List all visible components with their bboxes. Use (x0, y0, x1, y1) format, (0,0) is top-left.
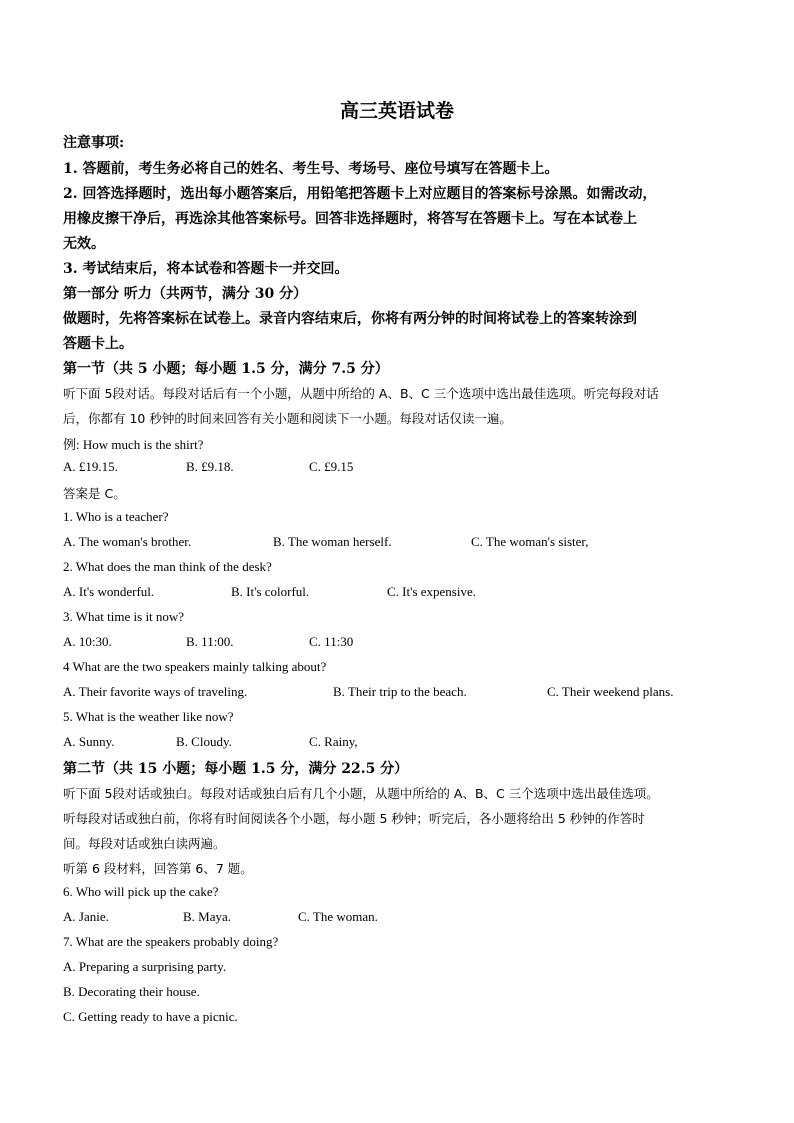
example-question: 例: How much is the shirt? (63, 437, 204, 452)
example-option-c: C. £9.15 (309, 459, 354, 474)
notice-item-2-line-1: 2. 回答选择题时，选出每小题答案后，用铅笔把答题卡上对应题目的答案标号涂黑。如需改动， (63, 186, 657, 202)
question-2-option-b: B. It's colorful. (231, 584, 310, 599)
question-7-option-a: A. Preparing a surprising party. (63, 959, 227, 974)
exam-title: 高三英语试卷 (339, 100, 454, 122)
question-4-option-a: A. Their favorite ways of traveling. (63, 684, 248, 699)
question-5-option-c: C. Rainy, (309, 734, 358, 749)
notice-item-2-line-3: 无效。 (63, 236, 105, 252)
question-5-option-a: A. Sunny. (63, 734, 115, 749)
question-6: 6. Who will pick up the cake? (63, 884, 219, 899)
question-6-option-a: A. Janie. (63, 909, 109, 924)
question-5: 5. What is the weather like now? (63, 709, 234, 724)
question-7-option-c: C. Getting ready to have a picnic. (63, 1009, 238, 1024)
notice-item-3: 3. 考试结束后，将本试卷和答题卡一并交回。 (63, 261, 349, 277)
notice-item-1: 1. 答题前，考生务必将自己的姓名、考生号、考场号、座位号填写在答题卡上。 (63, 161, 559, 177)
section2-instructions-line-2: 听每段对话或独白前，你将有时间阅读各个小题，每小题 5 秒钟；听完后，各小题将给出 5 秒钟的作答时 (63, 811, 645, 826)
question-4-option-b: B. Their trip to the beach. (333, 684, 467, 699)
question-5-option-b: B. Cloudy. (176, 734, 232, 749)
question-1-option-a: A. The woman's brother. (63, 534, 192, 549)
question-2: 2. What does the man think of the desk? (63, 559, 272, 574)
question-3-option-c: C. 11:30 (309, 634, 354, 649)
example-option-b: B. £9.18. (186, 459, 234, 474)
question-6-option-b: B. Maya. (183, 909, 232, 924)
section2-instructions-line-3: 间。每段对话或独白读两遍。 (63, 836, 226, 851)
part1-intro-line-2: 答题卡上。 (63, 336, 133, 352)
question-3-option-a: A. 10:30. (63, 634, 112, 649)
section1-instructions-line-1: 听下面 5段对话。每段对话后有一个小题，从题中所给的 A、B、C 三个选项中选出最佳选项。听完每段对话 (63, 386, 659, 401)
question-2-option-a: A. It's wonderful. (63, 584, 155, 599)
question-7: 7. What are the speakers probably doing? (63, 934, 279, 949)
part1-intro-line-1: 做题时，先将答案标在试卷上。录音内容结束后，你将有两分钟的时间将试卷上的答案转涂到 (63, 311, 637, 327)
notice-item-2-line-2: 用橡皮擦干净后，再选涂其他答案标号。回答非选择题时，将答写在答题卡上。写在本试卷上 (63, 211, 637, 227)
material-6-label: 听第 6 段材料，回答第 6、7 题。 (63, 861, 253, 876)
question-7-option-b: B. Decorating their house. (63, 984, 200, 999)
section1-instructions-line-2: 后，你都有 10 秒钟的时间来回答有关小题和阅读下一小题。每段对话仅读一遍。 (63, 411, 512, 426)
example-answer: 答案是 C。 (63, 486, 126, 501)
notice-heading: 注意事项: (63, 135, 125, 151)
question-1-option-c: C. The woman's sister, (471, 534, 589, 549)
question-3: 3. What time is it now? (63, 609, 185, 624)
question-1: 1. Who is a teacher? (63, 509, 169, 524)
question-4-option-c: C. Their weekend plans. (547, 684, 674, 699)
question-6-option-c: C. The woman. (298, 909, 378, 924)
question-1-option-b: B. The woman herself. (273, 534, 392, 549)
section2-heading: 第二节（共 15 小题；每小题 1.5 分，满分 22.5 分） (63, 761, 409, 777)
question-3-option-b: B. 11:00. (186, 634, 234, 649)
example-option-a: A. £19.15. (63, 459, 118, 474)
section2-instructions-line-1: 听下面 5段对话或独白。每段对话或独白后有几个小题，从题中所给的 A、B、C 三个选项中选出最佳选项。 (63, 786, 659, 801)
section1-heading: 第一节（共 5 小题；每小题 1.5 分，满分 7.5 分） (63, 361, 389, 377)
part1-heading: 第一部分 听力（共两节，满分 30 分） (63, 286, 308, 302)
question-4: 4 What are the two speakers mainly talking about? (63, 659, 327, 674)
question-2-option-c: C. It's expensive. (387, 584, 476, 599)
